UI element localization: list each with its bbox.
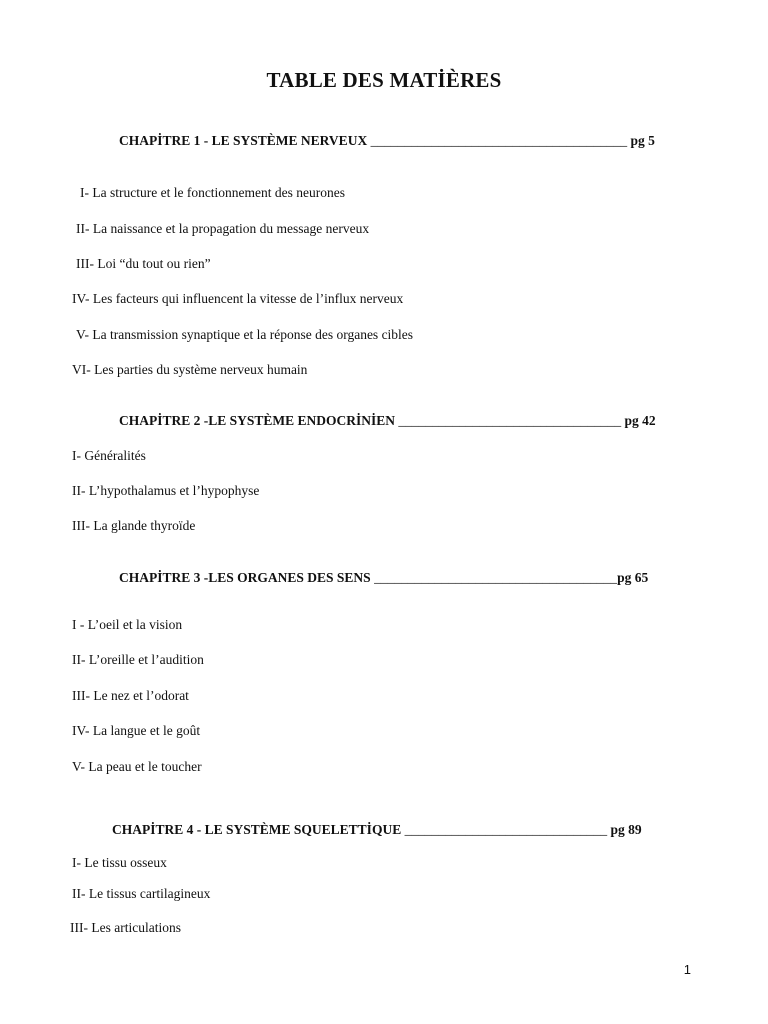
chapter-1-heading xyxy=(119,133,655,149)
chapter-page: pg 5 xyxy=(630,133,655,148)
toc-item: V- La peau et le toucher xyxy=(72,759,202,774)
chapter-leader: _________________________________ xyxy=(398,413,622,428)
toc-item: II- L’hypothalamus et l’hypophyse xyxy=(72,483,260,498)
toc-item: V- La transmission synaptique et la réponse des organes cibles xyxy=(76,327,414,342)
toc-item: III- Le nez et l’odorat xyxy=(72,688,189,703)
chapter-leader: ______________________________ xyxy=(404,822,608,837)
chapter-2-heading xyxy=(119,413,656,429)
toc-item: II- La naissance et la propagation du message nerveux xyxy=(76,221,370,236)
toc-item: II- Le tissus cartilagineux xyxy=(72,886,211,901)
chapter-title: CHAPİTRE 2 -LE SYSTÈME ENDOCRİNİEN xyxy=(119,413,396,428)
chapter-leader: ____________________________________ xyxy=(374,570,618,585)
chapter-title: CHAPİTRE 1 - LE SYSTÈME NERVEUX xyxy=(119,133,368,148)
chapter-page: pg 42 xyxy=(624,413,656,428)
chapter-leader: ______________________________________ xyxy=(370,133,628,148)
chapter-page: pg 89 xyxy=(610,822,642,837)
toc-item: III- La glande thyroïde xyxy=(72,518,196,533)
page-number: 1 xyxy=(683,962,691,977)
toc-item: I- La structure et le fonctionnement des neurones xyxy=(80,185,346,200)
toc-item: I- Généralités xyxy=(72,448,146,463)
page-title: TABLE DES MATİÈRES xyxy=(266,68,502,92)
toc-item: I - L’oeil et la vision xyxy=(72,617,183,632)
chapter-4-heading xyxy=(112,822,642,838)
toc-item: IV- Les facteurs qui influencent la vitesse de l’influx nerveux xyxy=(72,291,404,306)
toc-item: III- Loi “du tout ou rien” xyxy=(76,256,211,271)
chapter-title: CHAPİTRE 3 -LES ORGANES DES SENS xyxy=(119,570,371,585)
toc-item: I- Le tissu osseux xyxy=(72,855,167,870)
toc-item: IV- La langue et le goût xyxy=(72,723,201,738)
toc-item: II- L’oreille et l’audition xyxy=(72,652,204,667)
toc-item: III- Les articulations xyxy=(70,920,181,935)
chapter-3-heading xyxy=(119,570,648,586)
toc-item: VI- Les parties du système nerveux humain xyxy=(72,362,308,377)
chapter-title: CHAPİTRE 4 - LE SYSTÈME SQUELETTİQUE xyxy=(112,822,402,837)
chapter-page: pg 65 xyxy=(617,570,649,585)
